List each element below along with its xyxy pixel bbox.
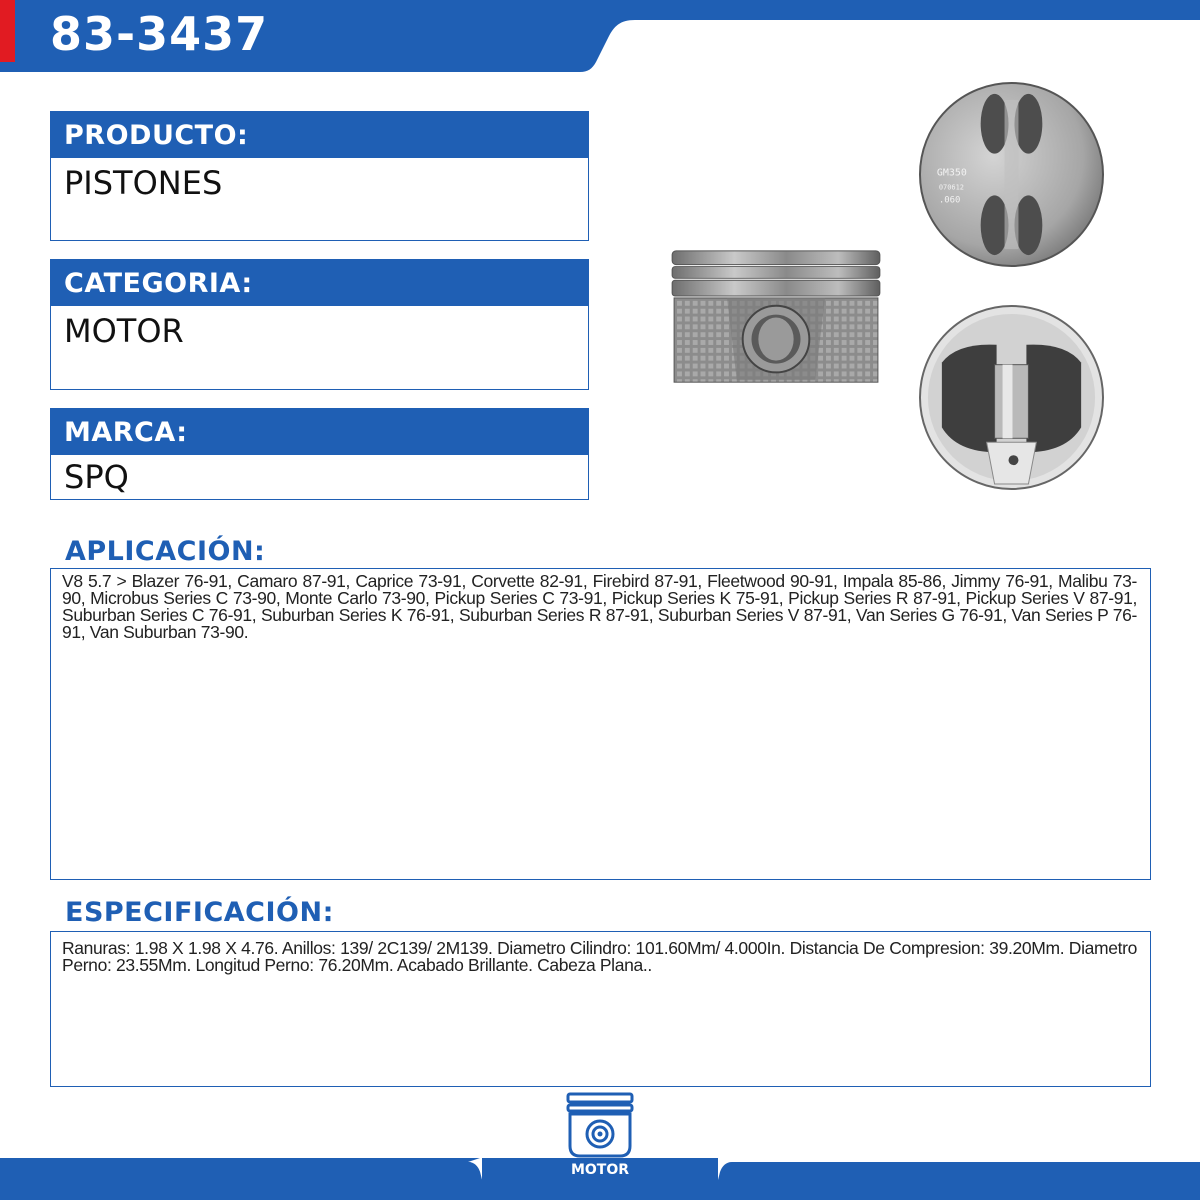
especificacion-text: Ranuras: 1.98 X 1.98 X 4.76. Anillos: 139/ 2C139/ 2M139. Diametro Cilindro: 101.60Mm/ 4.000In. Distancia De Compresion: 39.20Mm. Diametro Perno: 23.55Mm. Longitud Perno: 76.20Mm. Acabado Brillante. Cabeza Plana.. [62, 938, 1137, 975]
producto-value: PISTONES [64, 164, 223, 202]
aplicacion-heading: APLICACIÓN: [65, 536, 266, 567]
aplicacion-box [50, 568, 1151, 880]
footer-category-label: MOTOR [570, 1162, 630, 1178]
piston-icon [562, 1092, 638, 1160]
marca-box [50, 408, 589, 500]
producto-label: PRODUCTO: [51, 112, 588, 158]
part-number: 83-3437 [50, 7, 269, 61]
piston-bottom-image [917, 303, 1106, 492]
piston-marking-2: 070612 [938, 183, 965, 192]
piston-side-image [668, 245, 884, 392]
producto-box [50, 111, 589, 241]
piston-marking-1: GM350 [936, 167, 967, 179]
categoria-box [50, 259, 589, 390]
marca-label: MARCA: [51, 409, 588, 455]
categoria-label: CATEGORIA: [51, 260, 588, 306]
categoria-value: MOTOR [64, 312, 184, 350]
piston-marking-3: .060 [938, 195, 961, 206]
especificacion-box [50, 931, 1151, 1087]
especificacion-heading: ESPECIFICACIÓN: [65, 897, 334, 928]
aplicacion-text: V8 5.7 > Blazer 76-91, Camaro 87-91, Caprice 73-91, Corvette 82-91, Firebird 87-91, Fleetwood 90-91, Impala 85-86, Jimmy 76-91, Malibu 73-90, Microbus Series C 73-90, Monte Carlo 73-90, Pickup Series C 73-91, Pickup Series K 75-91, Pickup Series R 87-91, Pickup Series V 87-91, Suburban Series C 76-91, Suburban Series K 76-91, Suburban Series R 87-91, Suburban Series V 87-91, Van Series G 76-91, Van Series P 76-91, Van Suburban 73-90. [62, 571, 1137, 642]
marca-value: SPQ [64, 458, 129, 496]
piston-top-image [917, 80, 1106, 269]
